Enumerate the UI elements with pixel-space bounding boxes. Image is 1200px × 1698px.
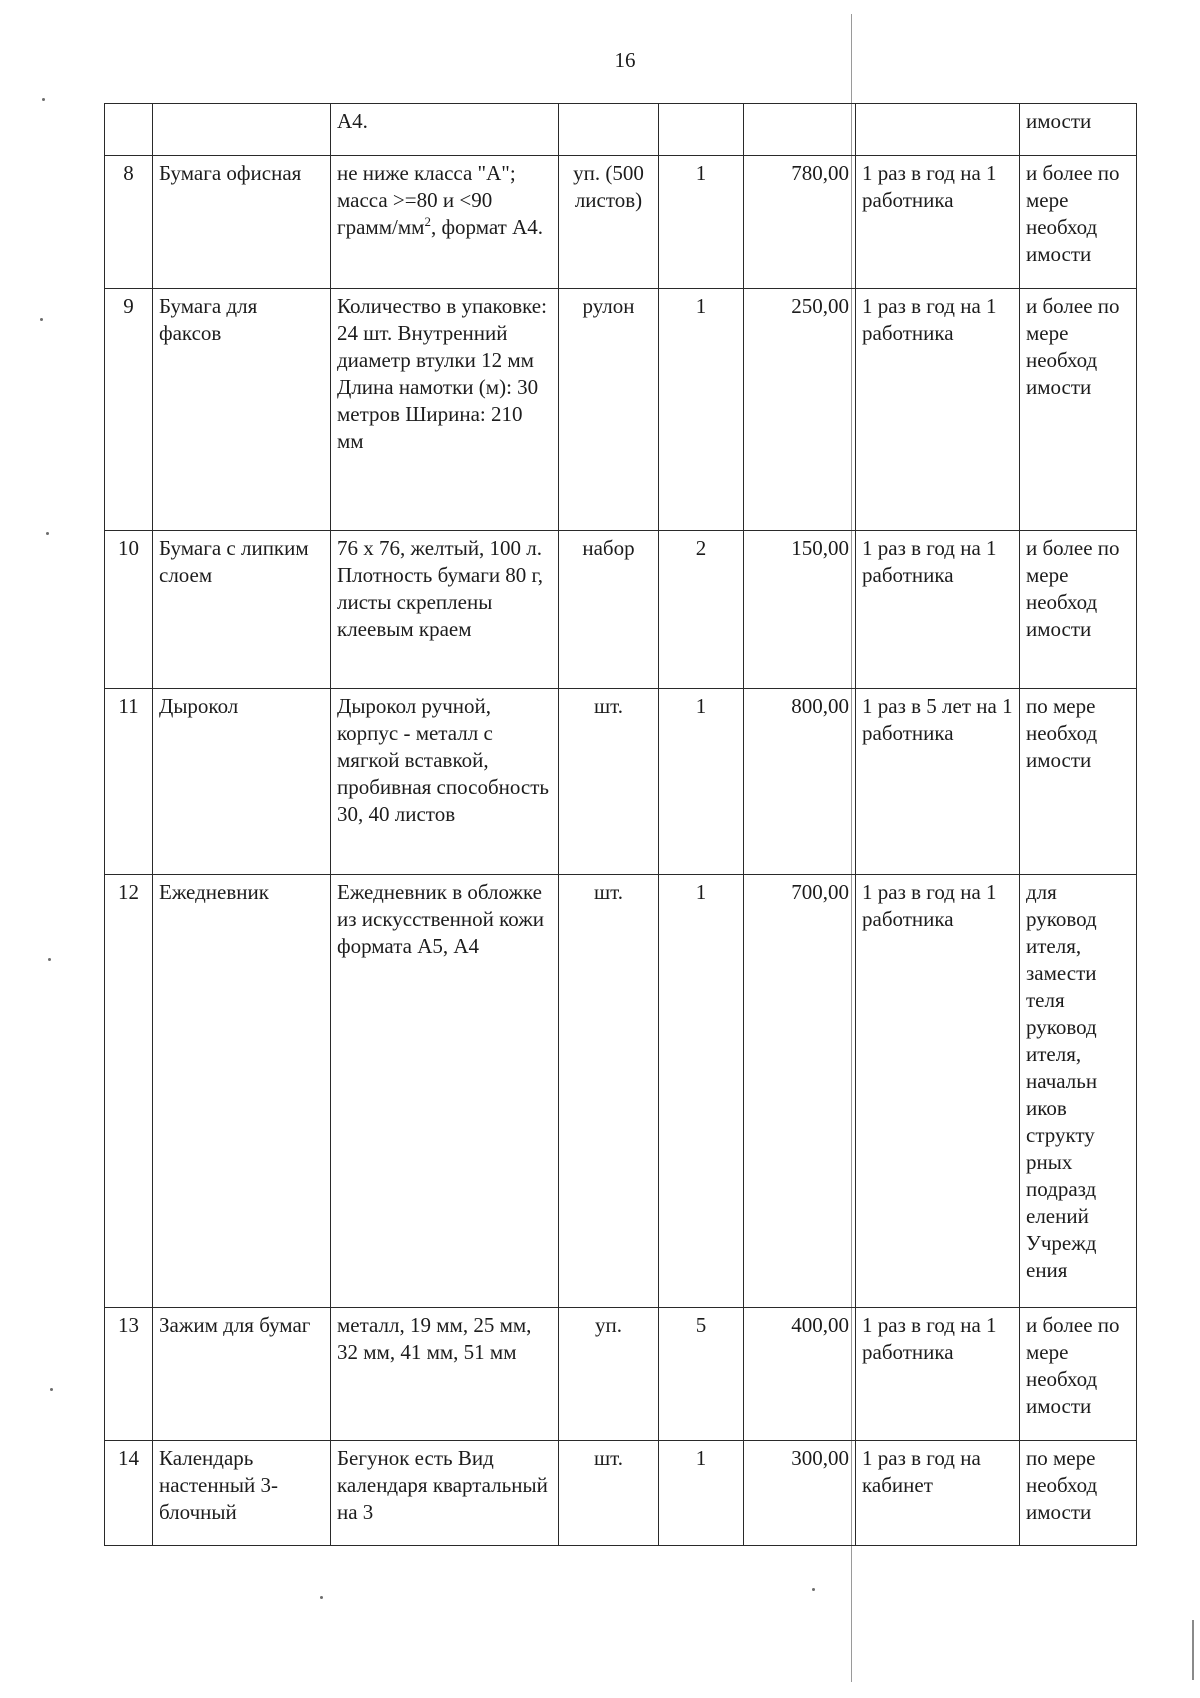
table-row bbox=[105, 104, 1137, 156]
table-row bbox=[105, 156, 1137, 289]
item-quantity: 2 bbox=[659, 531, 744, 689]
item-description: А4. bbox=[331, 104, 559, 156]
item-note: для руковод ителя, замести теля руковод ителя, начальн иков структу рных подразд елений Учрежд ения bbox=[1020, 875, 1137, 1308]
goods-table bbox=[104, 103, 1137, 1546]
item-price: 400,00 bbox=[744, 1308, 856, 1441]
item-quantity: 1 bbox=[659, 689, 744, 875]
item-name: Дырокол bbox=[153, 689, 331, 875]
table-row bbox=[105, 689, 1137, 875]
item-description: Дырокол ручной, корпус - металл с мягкой вставкой, пробивная способность 30, 40 листов bbox=[331, 689, 559, 875]
item-quantity: 1 bbox=[659, 156, 744, 289]
row-number: 11 bbox=[105, 689, 153, 875]
row-number: 9 bbox=[105, 289, 153, 531]
row-number: 8 bbox=[105, 156, 153, 289]
item-description: Ежедневник в обложке из искусственной кожи формата А5, А4 bbox=[331, 875, 559, 1308]
item-price: 700,00 bbox=[744, 875, 856, 1308]
item-name: Бумага для факсов bbox=[153, 289, 331, 531]
item-name: Календарь настенный 3-блочный bbox=[153, 1441, 331, 1546]
item-period: 1 раз в год на 1 работника bbox=[856, 289, 1020, 531]
item-quantity bbox=[659, 104, 744, 156]
item-period: 1 раз в год на 1 работника bbox=[856, 531, 1020, 689]
item-price: 250,00 bbox=[744, 289, 856, 531]
item-quantity: 1 bbox=[659, 1441, 744, 1546]
scan-speck bbox=[46, 532, 49, 535]
item-note: и более по мере необход имости bbox=[1020, 1308, 1137, 1441]
item-note: и более по мере необход имости bbox=[1020, 289, 1137, 531]
description-text: не ниже класса "А"; масса >=80 и <90 грамм/мм bbox=[337, 161, 516, 239]
item-period: 1 раз в год на 1 работника bbox=[856, 1308, 1020, 1441]
item-unit: уп. bbox=[559, 1308, 659, 1441]
item-period: 1 раз в год на 1 работника bbox=[856, 875, 1020, 1308]
item-note: и более по мере необход имости bbox=[1020, 156, 1137, 289]
item-price: 780,00 bbox=[744, 156, 856, 289]
row-number: 10 bbox=[105, 531, 153, 689]
scan-speck bbox=[42, 98, 45, 101]
item-unit: шт. bbox=[559, 1441, 659, 1546]
table-row bbox=[105, 531, 1137, 689]
item-name: Зажим для бумаг bbox=[153, 1308, 331, 1441]
item-name: Бумага офисная bbox=[153, 156, 331, 289]
item-name: Бумага с липким слоем bbox=[153, 531, 331, 689]
scan-speck bbox=[320, 1596, 323, 1599]
item-unit: шт. bbox=[559, 689, 659, 875]
scan-speck bbox=[40, 318, 43, 321]
item-description: Бегунок есть Вид календаря квартальный на 3 bbox=[331, 1441, 559, 1546]
row-number bbox=[105, 104, 153, 156]
item-description bbox=[331, 156, 559, 289]
item-description: Количество в упаковке: 24 шт. Внутренний диаметр втулки 12 мм Длина намотки (м): 30 метров Ширина: 210 мм bbox=[331, 289, 559, 531]
item-price: 300,00 bbox=[744, 1441, 856, 1546]
item-period: 1 раз в год на 1 работника bbox=[856, 156, 1020, 289]
item-note: имости bbox=[1020, 104, 1137, 156]
table-row bbox=[105, 1441, 1137, 1546]
item-quantity: 1 bbox=[659, 289, 744, 531]
row-number: 12 bbox=[105, 875, 153, 1308]
item-price: 150,00 bbox=[744, 531, 856, 689]
scan-speck bbox=[48, 958, 51, 961]
scan-speck bbox=[50, 1388, 53, 1391]
scan-edge-mark bbox=[1192, 1620, 1194, 1680]
item-description: 76 х 76, желтый, 100 л. Плотность бумаги 80 г, листы скреплены клеевым краем bbox=[331, 531, 559, 689]
row-number: 14 bbox=[105, 1441, 153, 1546]
item-quantity: 5 bbox=[659, 1308, 744, 1441]
item-price: 800,00 bbox=[744, 689, 856, 875]
item-name bbox=[153, 104, 331, 156]
item-note: и более по мере необход имости bbox=[1020, 531, 1137, 689]
page-number: 16 bbox=[614, 48, 636, 72]
item-unit: рулон bbox=[559, 289, 659, 531]
item-description: металл, 19 мм, 25 мм, 32 мм, 41 мм, 51 мм bbox=[331, 1308, 559, 1441]
item-period: 1 раз в 5 лет на 1 работника bbox=[856, 689, 1020, 875]
item-price bbox=[744, 104, 856, 156]
item-unit: набор bbox=[559, 531, 659, 689]
item-period bbox=[856, 104, 1020, 156]
scan-speck bbox=[812, 1588, 815, 1591]
table-row bbox=[105, 289, 1137, 531]
item-unit bbox=[559, 104, 659, 156]
description-text-tail: , формат А4. bbox=[430, 215, 543, 239]
table-row bbox=[105, 875, 1137, 1308]
row-number: 13 bbox=[105, 1308, 153, 1441]
description-superscript: 2 bbox=[424, 214, 431, 229]
item-period: 1 раз в год на кабинет bbox=[856, 1441, 1020, 1546]
item-unit: шт. bbox=[559, 875, 659, 1308]
item-note: по мере необход имости bbox=[1020, 689, 1137, 875]
table-row bbox=[105, 1308, 1137, 1441]
item-name: Ежедневник bbox=[153, 875, 331, 1308]
item-unit: уп. (500 листов) bbox=[559, 156, 659, 289]
item-quantity: 1 bbox=[659, 875, 744, 1308]
item-note: по мере необход имости bbox=[1020, 1441, 1137, 1546]
